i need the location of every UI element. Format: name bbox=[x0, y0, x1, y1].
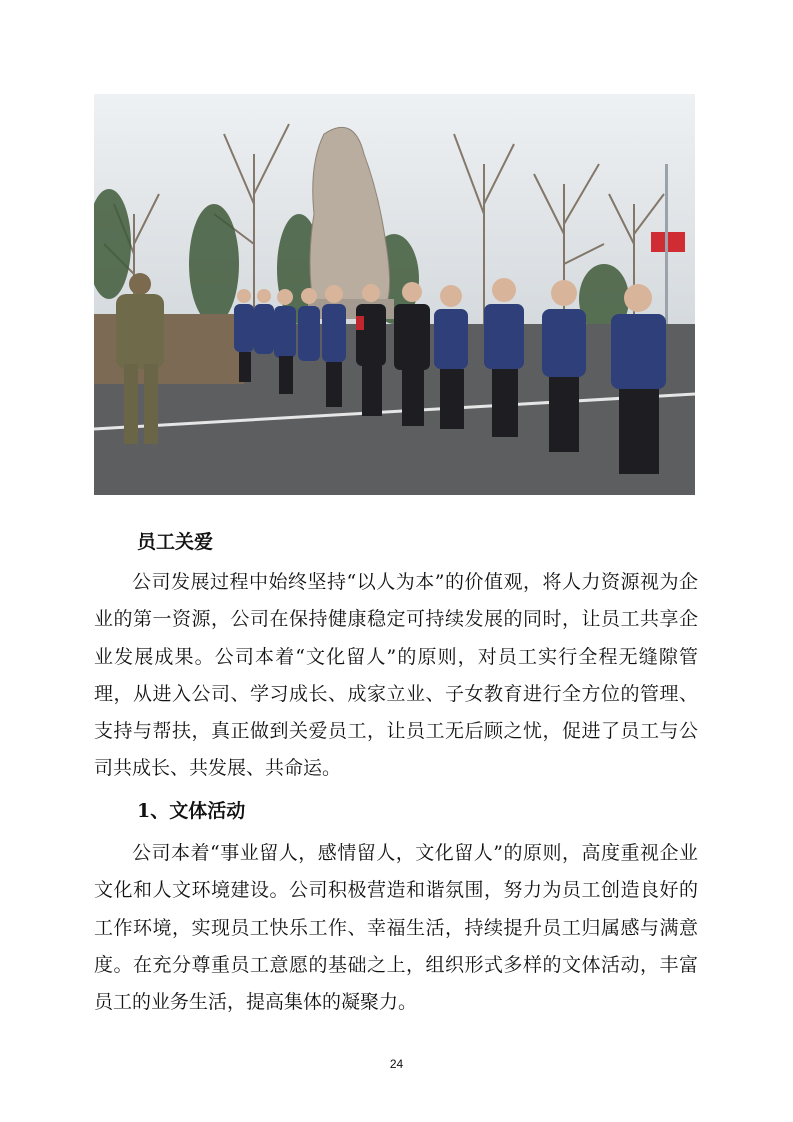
staff-training-photo bbox=[94, 94, 695, 495]
section-heading-care: 员工关爱 bbox=[137, 531, 214, 553]
section-body-care bbox=[94, 564, 698, 788]
page-number: 24 bbox=[389, 1057, 404, 1071]
section-heading-activities: 1、文体活动 bbox=[137, 800, 246, 822]
paragraph-care: 公司发展过程中始终坚持“以人为本”的价值观，将人力资源视为企业的第一资源，公司在保持健康稳定可持续发展的同时，让员工共享企业发展成果。公司本着“文化留人”的原则，对员工实行全程无缝隙管理，从进入公司、学习成长、成家立业、子女教育进行全方位的管理、支持与帮扶，真正做到关爱员工，让员工无后顾之忧，促进了员工与公司共成长、共发展、共命运。 bbox=[94, 571, 698, 780]
photo-illustration bbox=[94, 94, 695, 495]
paragraph-activities: 公司本着“事业留人，感情留人，文化留人”的原则，高度重视企业文化和人文环境建设。公司积极营造和谐氛围，努力为员工创造良好的工作环境，实现员工快乐工作、幸福生活，持续提升员工归属感与满意度。在充分尊重员工意愿的基础之上，组织形式多样的文体活动，丰富员工的业务生活，提高集体的凝聚力。 bbox=[94, 842, 698, 1014]
section-body-activities bbox=[94, 835, 698, 1021]
